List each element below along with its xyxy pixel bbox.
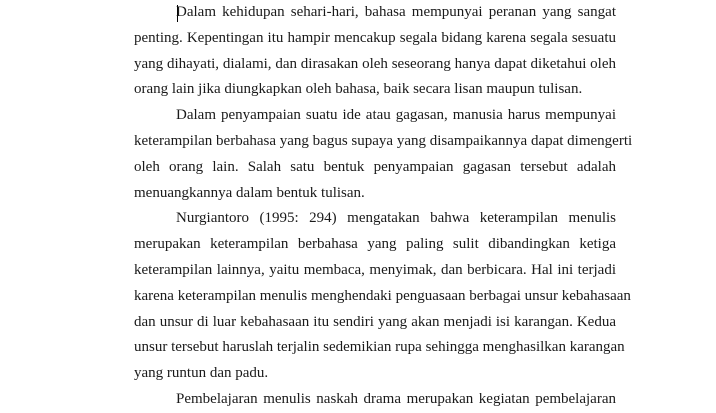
paragraph-3 bbox=[134, 206, 631, 387]
paragraph-line: dan unsur di luar kebahasaan itu sendiri yang akan menjadi isi karangan. Kedua bbox=[134, 313, 616, 330]
paragraph-line: oleh orang lain. Salah satu bentuk penyampaian gagasan tersebut adalah bbox=[134, 158, 616, 175]
paragraph-line: karena keterampilan menulis menghendaki penguasaan berbagai unsur kebahasaan bbox=[134, 287, 631, 304]
paragraph-line: orang lain jika diungkapkan oleh bahasa, baik secara lisan maupun tulisan. bbox=[134, 81, 583, 98]
paragraph-line: Nurgiantoro (1995: 294) mengatakan bahwa keterampilan menulis bbox=[176, 210, 616, 227]
paragraph-line: Dalam penyampaian suatu ide atau gagasan, manusia harus mempunyai bbox=[176, 107, 616, 124]
paragraph-line: menuangkannya dalam bentuk tulisan. bbox=[134, 184, 365, 201]
paragraph-line: yang dihayati, dialami, dan dirasakan oleh seseorang hanya dapat diketahui oleh bbox=[134, 55, 616, 72]
paragraph-line: Dalam kehidupan sehari-hari, bahasa mempunyai peranan yang sangat bbox=[176, 4, 616, 20]
paragraph-2 bbox=[134, 103, 633, 206]
paragraph-line: Pembelajaran menulis naskah drama merupakan kegiatan pembelajaran bbox=[176, 390, 616, 407]
paragraph-line: yang runtun dan padu. bbox=[134, 365, 269, 382]
paragraph-line: penting. Kepentingan itu hampir mencakup segala bidang karena segala sesuatu bbox=[134, 29, 616, 46]
paragraph-4 bbox=[134, 387, 616, 413]
paragraph-line: keterampilan berbahasa yang bagus supaya yang disampaikannya dapat dimengerti bbox=[134, 132, 633, 149]
paragraph-line: unsur tersebut haruslah terjalin sedemikian rupa sehingga menghasilkan karangan bbox=[134, 339, 625, 356]
paragraph-line: merupakan keterampilan berbahasa yang paling sulit dibandingkan ketiga bbox=[134, 236, 616, 253]
paragraph-line: keterampilan lainnya, yaitu membaca, menyimak, dan berbicara. Hal ini terjadi bbox=[134, 261, 616, 278]
document-body[interactable] bbox=[134, 0, 633, 413]
paragraph-1 bbox=[134, 0, 616, 103]
